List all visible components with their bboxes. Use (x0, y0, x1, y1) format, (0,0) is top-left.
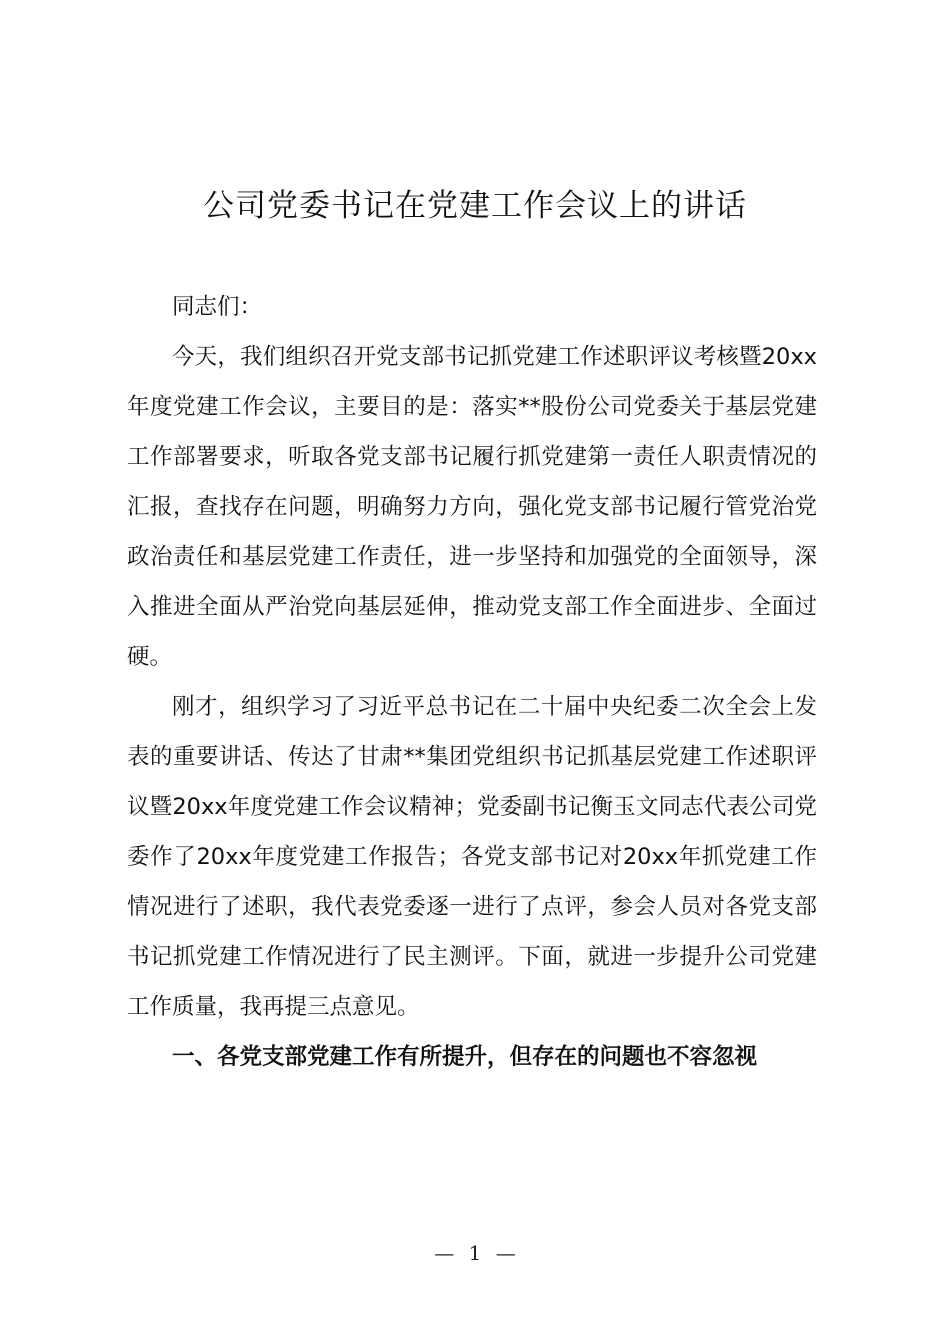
document-body (127, 282, 817, 1082)
document-title: 公司党委书记在党建工作会议上的讲话 (203, 188, 747, 224)
summary-paragraph: 刚才，组织学习了习近平总书记在二十届中央纪委二次全会上发表的重要讲话、传达了甘肃**集团党组织书记抓基层党建工作述职评议暨20xx年度党建工作会议精神；党委副书记衡玉文同志代表公司党委作了20xx年度党建工作报告；各党支部书记对20xx年抓党建工作情况进行了述职，我代表党委逐一进行了点评，参会人员对各党支部书记抓党建工作情况进行了民主测评。下面，就进一步提升公司党建工作质量，我再提三点意见。 (127, 694, 817, 1020)
page-footer (0, 1238, 950, 1268)
salutation-paragraph: 同志们： (172, 294, 263, 320)
footer-dash-right: — (495, 1241, 516, 1265)
intro-paragraph: 今天，我们组织召开党支部书记抓党建工作述职评议考核暨20xx年度党建工作会议，主要目的是：落实**股份公司党委关于基层党建工作部署要求，听取各党支部书记履行抓党建第一责任人职责情况的汇报，查找存在问题，明确努力方向，强化党支部书记履行管党治党政治责任和基层党建工作责任，进一步坚持和加强党的全面领导，深入推进全面从严治党向基层延伸，推动党支部工作全面进步、全面过硬。 (127, 344, 817, 670)
footer-dash-left: — (434, 1241, 455, 1265)
section-heading-1: 一、各党支部党建工作有所提升，但存在的问题也不容忽视 (172, 1044, 758, 1070)
page-number: 1 (468, 1241, 482, 1265)
